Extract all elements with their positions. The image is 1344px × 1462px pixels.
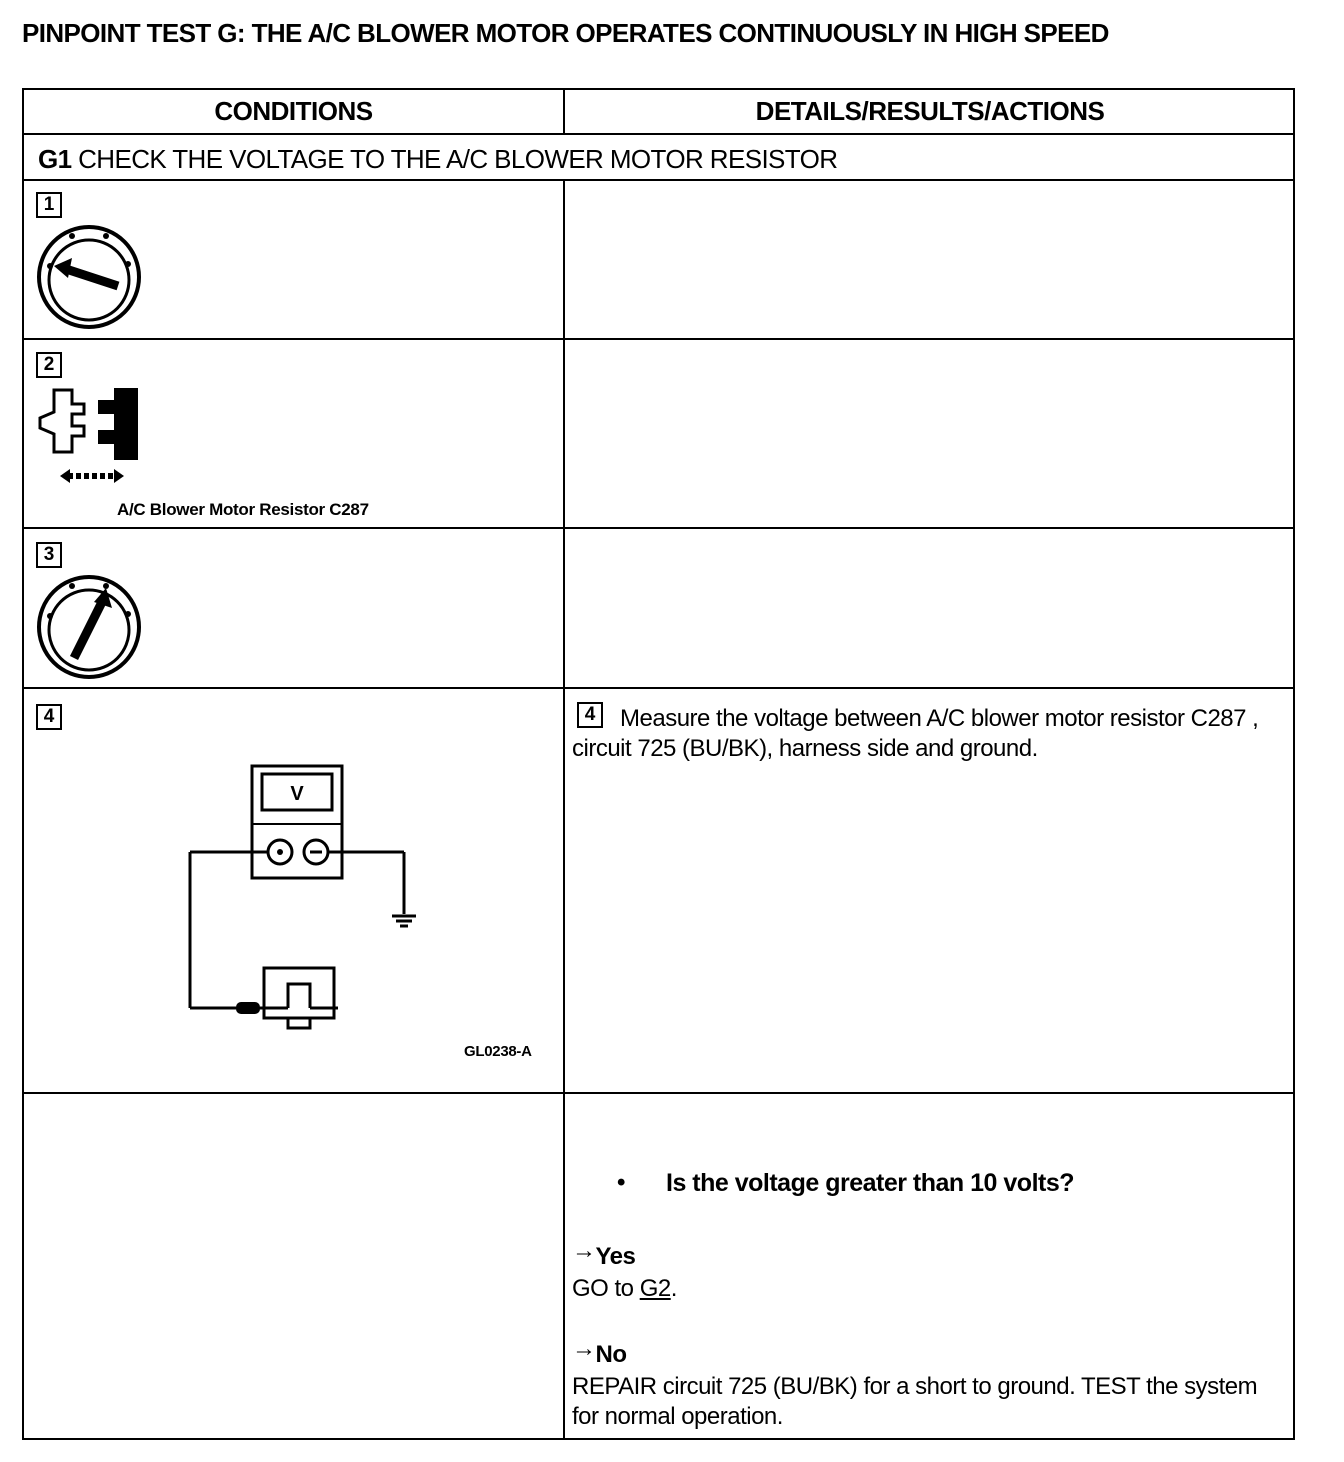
yes-option (572, 1236, 636, 1270)
ignition-on-icon (36, 574, 142, 680)
header-conditions: CONDITIONS (214, 96, 373, 126)
divider (24, 1092, 1293, 1094)
page-title: PINPOINT TEST G: THE A/C BLOWER MOTOR OPERATES CONTINUOUSLY IN HIGH SPEED (22, 18, 1109, 48)
step-id: G1 (38, 144, 72, 174)
figure-id: GL0238-A (464, 1043, 532, 1060)
step-number-box: 4 (577, 702, 603, 728)
divider (24, 338, 1293, 340)
divider (24, 179, 1293, 181)
voltmeter-diagram (184, 762, 444, 1032)
yes-action-suffix: . (670, 1275, 677, 1302)
bullet-icon: • (617, 1169, 625, 1196)
divider (563, 179, 565, 1438)
connector-disconnect-icon (32, 382, 142, 487)
arrow-icon: → (572, 1237, 596, 1264)
g2-link[interactable]: G2 (639, 1275, 671, 1302)
meter-label: V (290, 783, 304, 805)
ignition-off-icon (36, 224, 142, 330)
no-label: No (595, 1341, 627, 1368)
divider (24, 687, 1293, 689)
step-number-box: 3 (36, 542, 62, 568)
step-number-box: 4 (36, 704, 62, 730)
divider (24, 527, 1293, 529)
no-option (572, 1334, 627, 1368)
arrow-icon: → (572, 1335, 596, 1362)
pinpoint-table (22, 88, 1295, 1440)
step-number-box: 2 (36, 352, 62, 378)
yes-action (572, 1274, 677, 1304)
step-number-box: 1 (36, 192, 62, 218)
step-title (38, 144, 837, 175)
header-details: DETAILS/RESULTS/ACTIONS (755, 96, 1105, 126)
measure-instruction: Measure the voltage between A/C blower motor resistor C287 , circuit 725 (BU/BK), harness side and ground. (572, 705, 1259, 762)
step-title-text: CHECK THE VOLTAGE TO THE A/C BLOWER MOTOR RESISTOR (78, 144, 838, 174)
yes-label: Yes (595, 1243, 636, 1270)
connector-caption: A/C Blower Motor Resistor C287 (117, 500, 369, 519)
question: Is the voltage greater than 10 volts? (666, 1169, 1075, 1197)
no-action: REPAIR circuit 725 (BU/BK) for a short to ground. TEST the system for normal operation. (572, 1373, 1258, 1430)
yes-action-prefix: GO to (572, 1275, 640, 1302)
divider (24, 133, 1293, 135)
